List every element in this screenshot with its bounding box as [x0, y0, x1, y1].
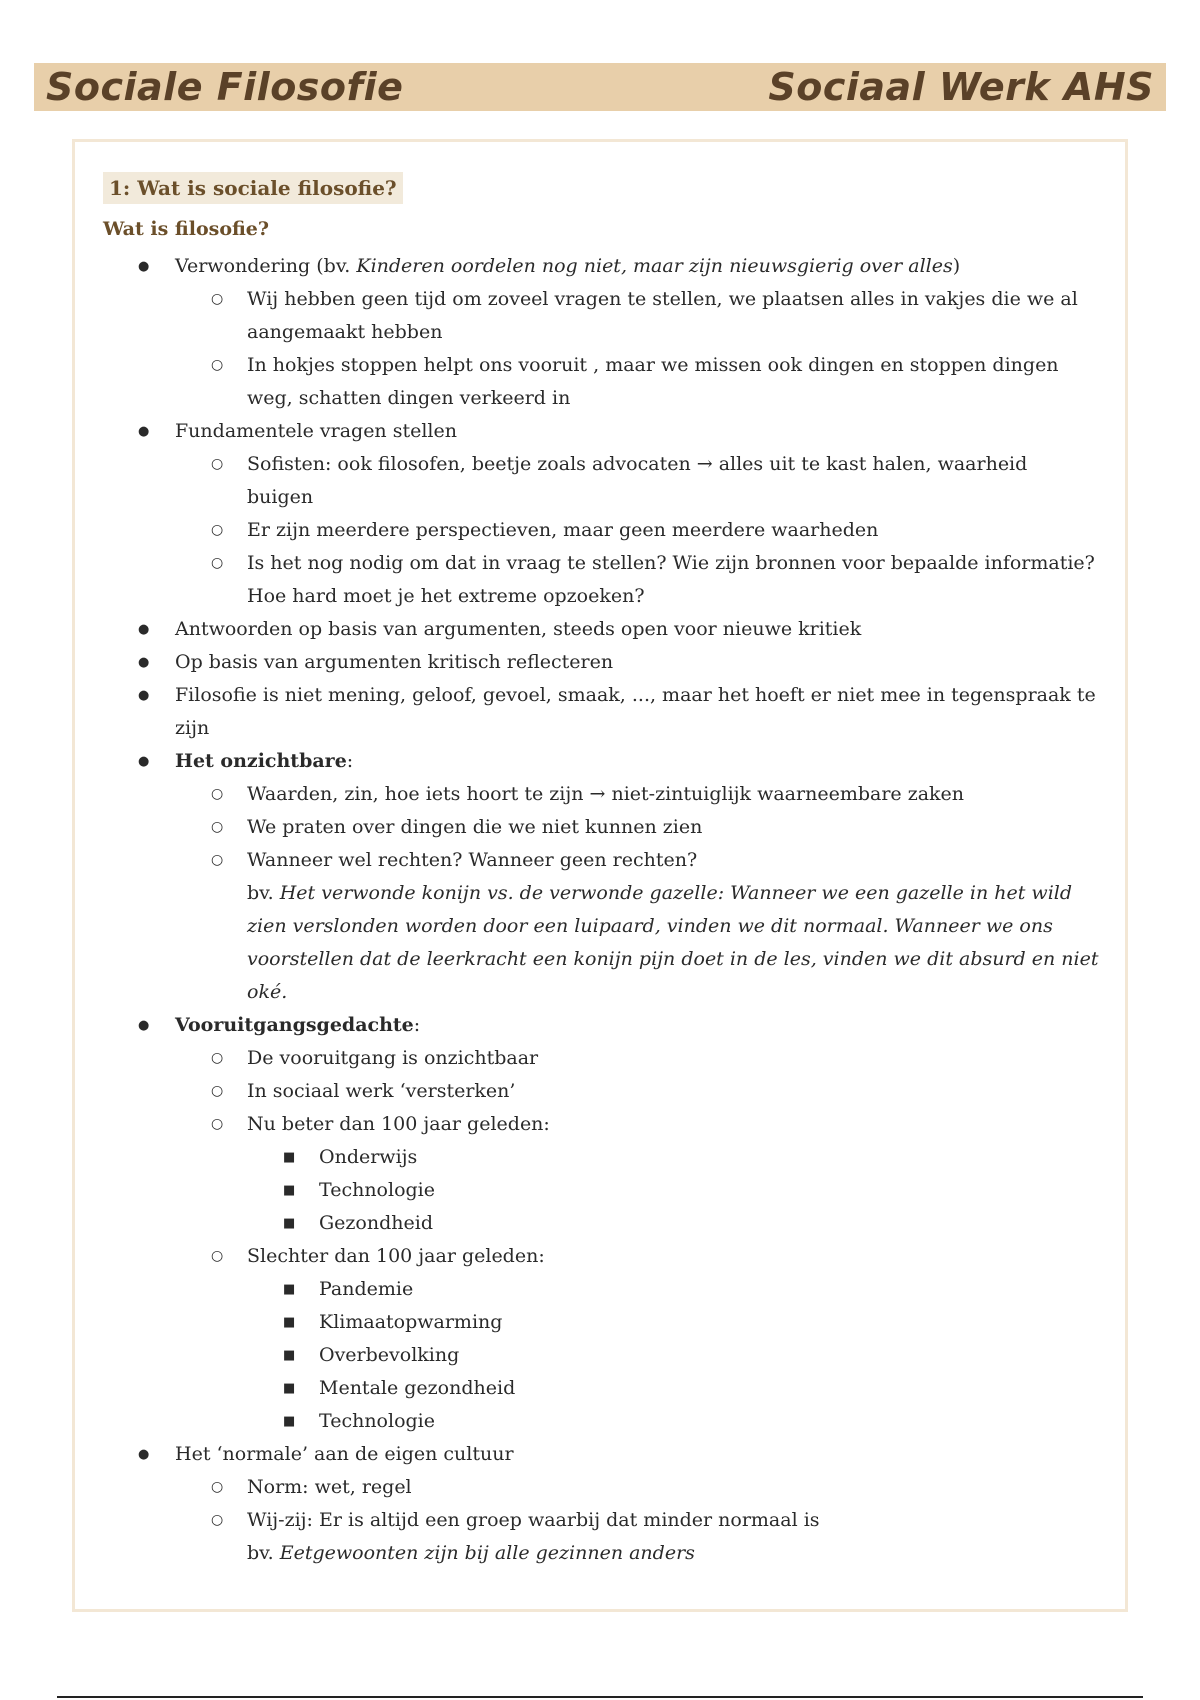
- list-item: ● Filosofie is niet mening, geloof, gevoel, smaak, ..., maar het hoeft er niet mee in tegenspraak te zijn: [103, 679, 1099, 745]
- sub-list-item: [175, 844, 1099, 1009]
- program-title: Sociaal Werk AHS: [768, 65, 1154, 109]
- sub-title: Wat is filosofie?: [103, 218, 270, 240]
- footer-divider: [57, 1696, 1143, 1698]
- list-item: [103, 415, 1099, 613]
- item-text: Wij-zij: Er is altijd een groep waarbij dat minder normaal is: [247, 1509, 820, 1531]
- content-box: [72, 139, 1128, 1612]
- list-item: [103, 1438, 1099, 1570]
- sub-list-item: ○ Er zijn meerdere perspectieven, maar geen meerdere waarheden: [175, 514, 1099, 547]
- item-text: Verwondering (bv.: [175, 255, 357, 277]
- course-title: Sociale Filosofie: [46, 65, 404, 109]
- sub-list-item: ○ De vooruitgang is onzichtbaar: [175, 1042, 1099, 1075]
- item-text: Wanneer wel rechten? Wanneer geen rechten?: [247, 849, 698, 871]
- sub-list-item: [175, 1108, 1099, 1240]
- sub-sub-list-item: ■ Gezondheid: [247, 1207, 1099, 1240]
- sub-sub-list-item: ■ Overbevolking: [247, 1339, 1099, 1372]
- example-prefix: bv.: [247, 1542, 280, 1564]
- list-item: [103, 745, 1099, 1009]
- sub-list: [175, 1471, 1099, 1570]
- sub-list: [175, 448, 1099, 613]
- sub-list: [175, 778, 1099, 1009]
- example-italic: Het verwonde konijn vs. de verwonde gazelle: Wanneer we een gazelle in het wild zien verslonden worden door een luipaard, vinden we dit normaal. Wanneer we ons voorstellen dat de leerkracht een konijn pijn doet in de les, vinden we dit absurd en niet oké.: [247, 882, 1099, 1003]
- sub-sub-list: [247, 1273, 1099, 1438]
- sub-list-item: ○ In sociaal werk ‘versterken’: [175, 1075, 1099, 1108]
- example-text: [247, 877, 1099, 1009]
- sub-list-item: ○ We praten over dingen die we niet kunnen zien: [175, 811, 1099, 844]
- sub-sub-list-item: ■ Technologie: [247, 1174, 1099, 1207]
- sub-list-item: ○ In hokjes stoppen helpt ons vooruit , maar we missen ook dingen en stoppen dingen weg, schatten dingen verkeerd in: [175, 349, 1099, 415]
- item-text: Fundamentele vragen stellen: [175, 420, 457, 442]
- item-example: Kinderen oordelen nog niet, maar zijn nieuwsgierig over alles: [356, 255, 953, 277]
- sub-list-item: [175, 1504, 1099, 1570]
- list-item: [103, 1009, 1099, 1438]
- sub-list: [175, 283, 1099, 415]
- list-item: ● Antwoorden op basis van argumenten, steeds open voor nieuwe kritiek: [103, 613, 1099, 646]
- sub-list-item: [175, 1240, 1099, 1438]
- sub-list-item: ○ Sofisten: ook filosofen, beetje zoals advocaten → alles uit te kast halen, waarheid buigen: [175, 448, 1099, 514]
- sub-list: [175, 1042, 1099, 1438]
- list-item: [103, 250, 1099, 415]
- list-item: ● Op basis van argumenten kritisch reflecteren: [103, 646, 1099, 679]
- sub-sub-list-item: ■ Klimaatopwarming: [247, 1306, 1099, 1339]
- sub-list-item: ○ Norm: wet, regel: [175, 1471, 1099, 1504]
- item-text: Slechter dan 100 jaar geleden:: [247, 1245, 545, 1267]
- item-text: :: [346, 750, 354, 772]
- main-list: [103, 250, 1099, 1570]
- example-italic: Eetgewoonten zijn bij alle gezinnen anders: [279, 1542, 695, 1564]
- item-heading: Het onzichtbare: [175, 750, 347, 772]
- example-text: [247, 1537, 1099, 1570]
- item-text: :: [413, 1014, 421, 1036]
- item-text: Het ‘normale’ aan de eigen cultuur: [175, 1443, 514, 1465]
- sub-list-item: ○ Waarden, zin, hoe iets hoort te zijn → niet-zintuiglijk waarneembare zaken: [175, 778, 1099, 811]
- item-heading: Vooruitgangsgedachte: [175, 1014, 414, 1036]
- sub-sub-list-item: ■ Onderwijs: [247, 1141, 1099, 1174]
- item-text: ): [952, 255, 961, 277]
- example-prefix: bv.: [247, 882, 280, 904]
- item-text: Nu beter dan 100 jaar geleden:: [247, 1113, 550, 1135]
- sub-sub-list: [247, 1141, 1099, 1240]
- sub-list-item: ○ Wij hebben geen tijd om zoveel vragen te stellen, we plaatsen alles in vakjes die we al aangemaakt hebben: [175, 283, 1099, 349]
- sub-sub-list-item: ■ Pandemie: [247, 1273, 1099, 1306]
- sub-list-item: ○ Is het nog nodig om dat in vraag te stellen? Wie zijn bronnen voor bepaalde informatie? Hoe hard moet je het extreme opzoeken?: [175, 547, 1099, 613]
- section-title: 1: Wat is sociale filosofie?: [103, 172, 403, 204]
- sub-sub-list-item: ■ Technologie: [247, 1405, 1099, 1438]
- sub-sub-list-item: ■ Mentale gezondheid: [247, 1372, 1099, 1405]
- header-bar: [34, 63, 1166, 111]
